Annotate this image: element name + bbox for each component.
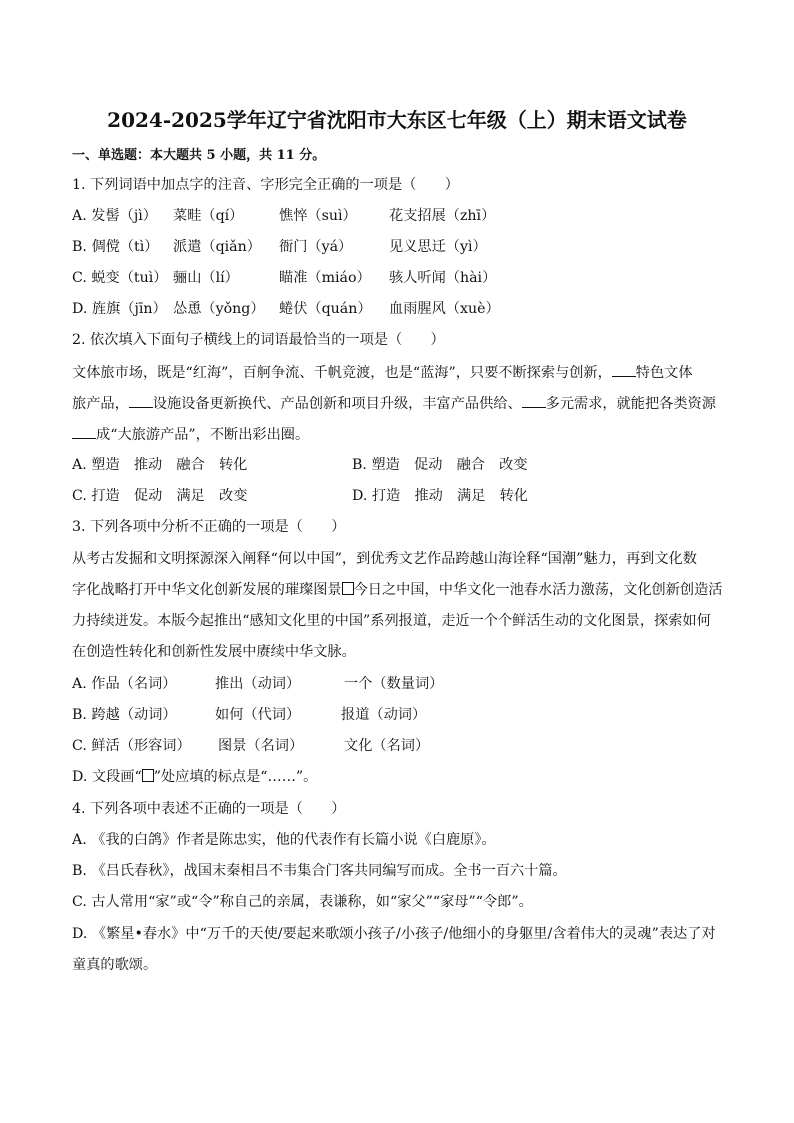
q4-option-d-line-1: D. 《繁星•春水》中“万千的天使/要起来歌颂小孩子/小孩子/他细小的身躯里/含着伟大的灵魂”表达了对 <box>72 926 716 942</box>
q2-text-1b: 特色文体 <box>635 365 693 381</box>
q3-a-3: 一个（数量词） <box>344 676 444 692</box>
q1-d-4: 血雨腥风（xuè） <box>389 301 500 317</box>
fill-blank-1 <box>612 362 636 377</box>
question-3-stem: 3. 下列各项中分析不正确的一项是（ ） <box>72 519 346 535</box>
q2-text-3: 成“大旅游产品”，不断出彩出圈。 <box>96 427 310 443</box>
punctuation-box <box>342 582 354 595</box>
q4-option-a: A. 《我的白鸽》作者是陈忠实，他的代表作有长篇小说《白鹿原》。 <box>72 832 496 848</box>
q1-a-1: A. 发髻（jì） <box>72 208 157 224</box>
q3-c-2: 图景（名词） <box>218 738 304 754</box>
q3-d-text-a: D. 文段画“ <box>72 769 142 785</box>
q4-option-b: B. 《吕氏春秋》，战国末秦相吕不韦集合门客共同编写而成。全书一百六十篇。 <box>72 863 567 879</box>
q3-text-2a: 字化战略打开中华文化创新发展的璀璨图景 <box>72 582 342 598</box>
q1-a-2: 菜畦（qí） <box>173 208 244 224</box>
punctuation-box-ref <box>142 769 154 782</box>
q3-passage-line-3: 力持续迸发。本版今起推出“感知文化里的中国”系列报道，走近一个个鲜活生动的文化图景，探索如何 <box>72 613 711 629</box>
q1-b-1: B. 倜傥（tì） <box>72 239 159 255</box>
q1-b-4: 见义思迁（yì） <box>389 239 487 255</box>
q2-option-d: D. 打造 推动 满足 转化 <box>352 488 528 504</box>
q3-passage-line-4: 在创造性转化和创新性发展中赓续中华文脉。 <box>72 644 356 660</box>
q1-option-d <box>72 299 722 319</box>
q3-passage-line-2 <box>72 580 722 600</box>
q3-b-2: 如何（代词） <box>215 707 301 723</box>
q1-d-1: D. 旌旗（jīn） <box>72 301 167 317</box>
q3-d-text-b: ”处应填的标点是“……”。 <box>153 769 318 785</box>
q3-a-1: A. 作品（名词） <box>72 676 177 692</box>
q3-b-1: B. 跨越（动词） <box>72 707 177 723</box>
fill-blank-4 <box>72 424 96 439</box>
q2-option-b: B. 塑造 促动 融合 改变 <box>352 457 528 473</box>
q3-passage-line-1: 从考古发掘和文明探源深入阐释“何以中国”，到优秀文艺作品跨越山海诠释“国潮”魅力，再到文化数 <box>72 551 697 567</box>
q1-d-3: 蜷伏（quán） <box>279 301 372 317</box>
q3-text-2b: 今日之中国，中华文化一池春水活力激荡，文化创新创造活 <box>353 582 723 598</box>
question-2-stem: 2. 依次填入下面句子横线上的词语最恰当的一项是（ ） <box>72 332 445 348</box>
fill-blank-2 <box>129 393 153 408</box>
q3-option-b <box>72 705 722 725</box>
q1-d-2: 怂恿（yǒng） <box>173 301 265 317</box>
q1-a-4: 花支招展（zhī） <box>389 208 496 224</box>
q2-text-2c: 多元需求，就能把各类资源 <box>545 396 716 412</box>
q2-option-c: C. 打造 促动 满足 改变 <box>72 488 248 504</box>
q1-c-2: 骊山（lí） <box>173 270 239 286</box>
q3-option-d <box>72 767 317 787</box>
q2-options-row-2 <box>72 486 722 506</box>
q4-option-d-line-2: 童真的歌颂。 <box>72 957 158 973</box>
q1-c-1: C. 蜕变（tuì） <box>72 270 168 286</box>
q2-passage-line-3 <box>72 424 309 445</box>
q3-option-c <box>72 736 722 756</box>
question-4-stem: 4. 下列各项中表述不正确的一项是（ ） <box>72 801 346 817</box>
q2-passage-line-1 <box>72 362 693 383</box>
q2-text-1a: 文体旅市场，既是“红海”，百舸争流、千帆竞渡，也是“蓝海”，只要不断探索与创新， <box>72 365 612 381</box>
q1-option-b <box>72 237 722 257</box>
q2-option-a: A. 塑造 推动 融合 转化 <box>72 457 248 473</box>
q1-b-3: 衙门（yá） <box>279 239 353 255</box>
question-1-stem: 1. 下列词语中加点字的注音、字形完全正确的一项是（ ） <box>72 177 459 193</box>
page-title: 2024-2025学年辽宁省沈阳市大东区七年级（上）期末语文试卷 <box>107 108 687 132</box>
q3-b-3: 报道（动词） <box>341 707 427 723</box>
q1-b-2: 派遣（qiǎn） <box>173 239 261 255</box>
fill-blank-3 <box>522 393 546 408</box>
q1-option-c <box>72 268 722 288</box>
q2-text-2a: 旅产品， <box>72 396 129 412</box>
q1-c-4: 骇人听闻（hài） <box>389 270 497 286</box>
q3-c-3: 文化（名词） <box>344 738 430 754</box>
q1-a-3: 憔悴（suì） <box>279 208 357 224</box>
q2-text-2b: 设施设备更新换代、产品创新和项目升级，丰富产品供给、 <box>152 396 522 412</box>
q1-c-3: 瞄准（miáo） <box>279 270 371 286</box>
q3-c-1: C. 鲜活（形容词） <box>72 738 191 754</box>
q3-option-a <box>72 674 722 694</box>
q1-option-a <box>72 206 722 226</box>
q3-a-2: 推出（动词） <box>215 676 301 692</box>
q2-options-row-1 <box>72 455 722 475</box>
q4-option-c: C. 古人常用“家”或“令”称自己的亲属，表谦称，如“家父”“家母”“令郎”。 <box>72 894 533 910</box>
section-heading: 一、单选题：本大题共 5 小题，共 11 分。 <box>72 148 326 163</box>
q2-passage-line-2 <box>72 393 716 414</box>
